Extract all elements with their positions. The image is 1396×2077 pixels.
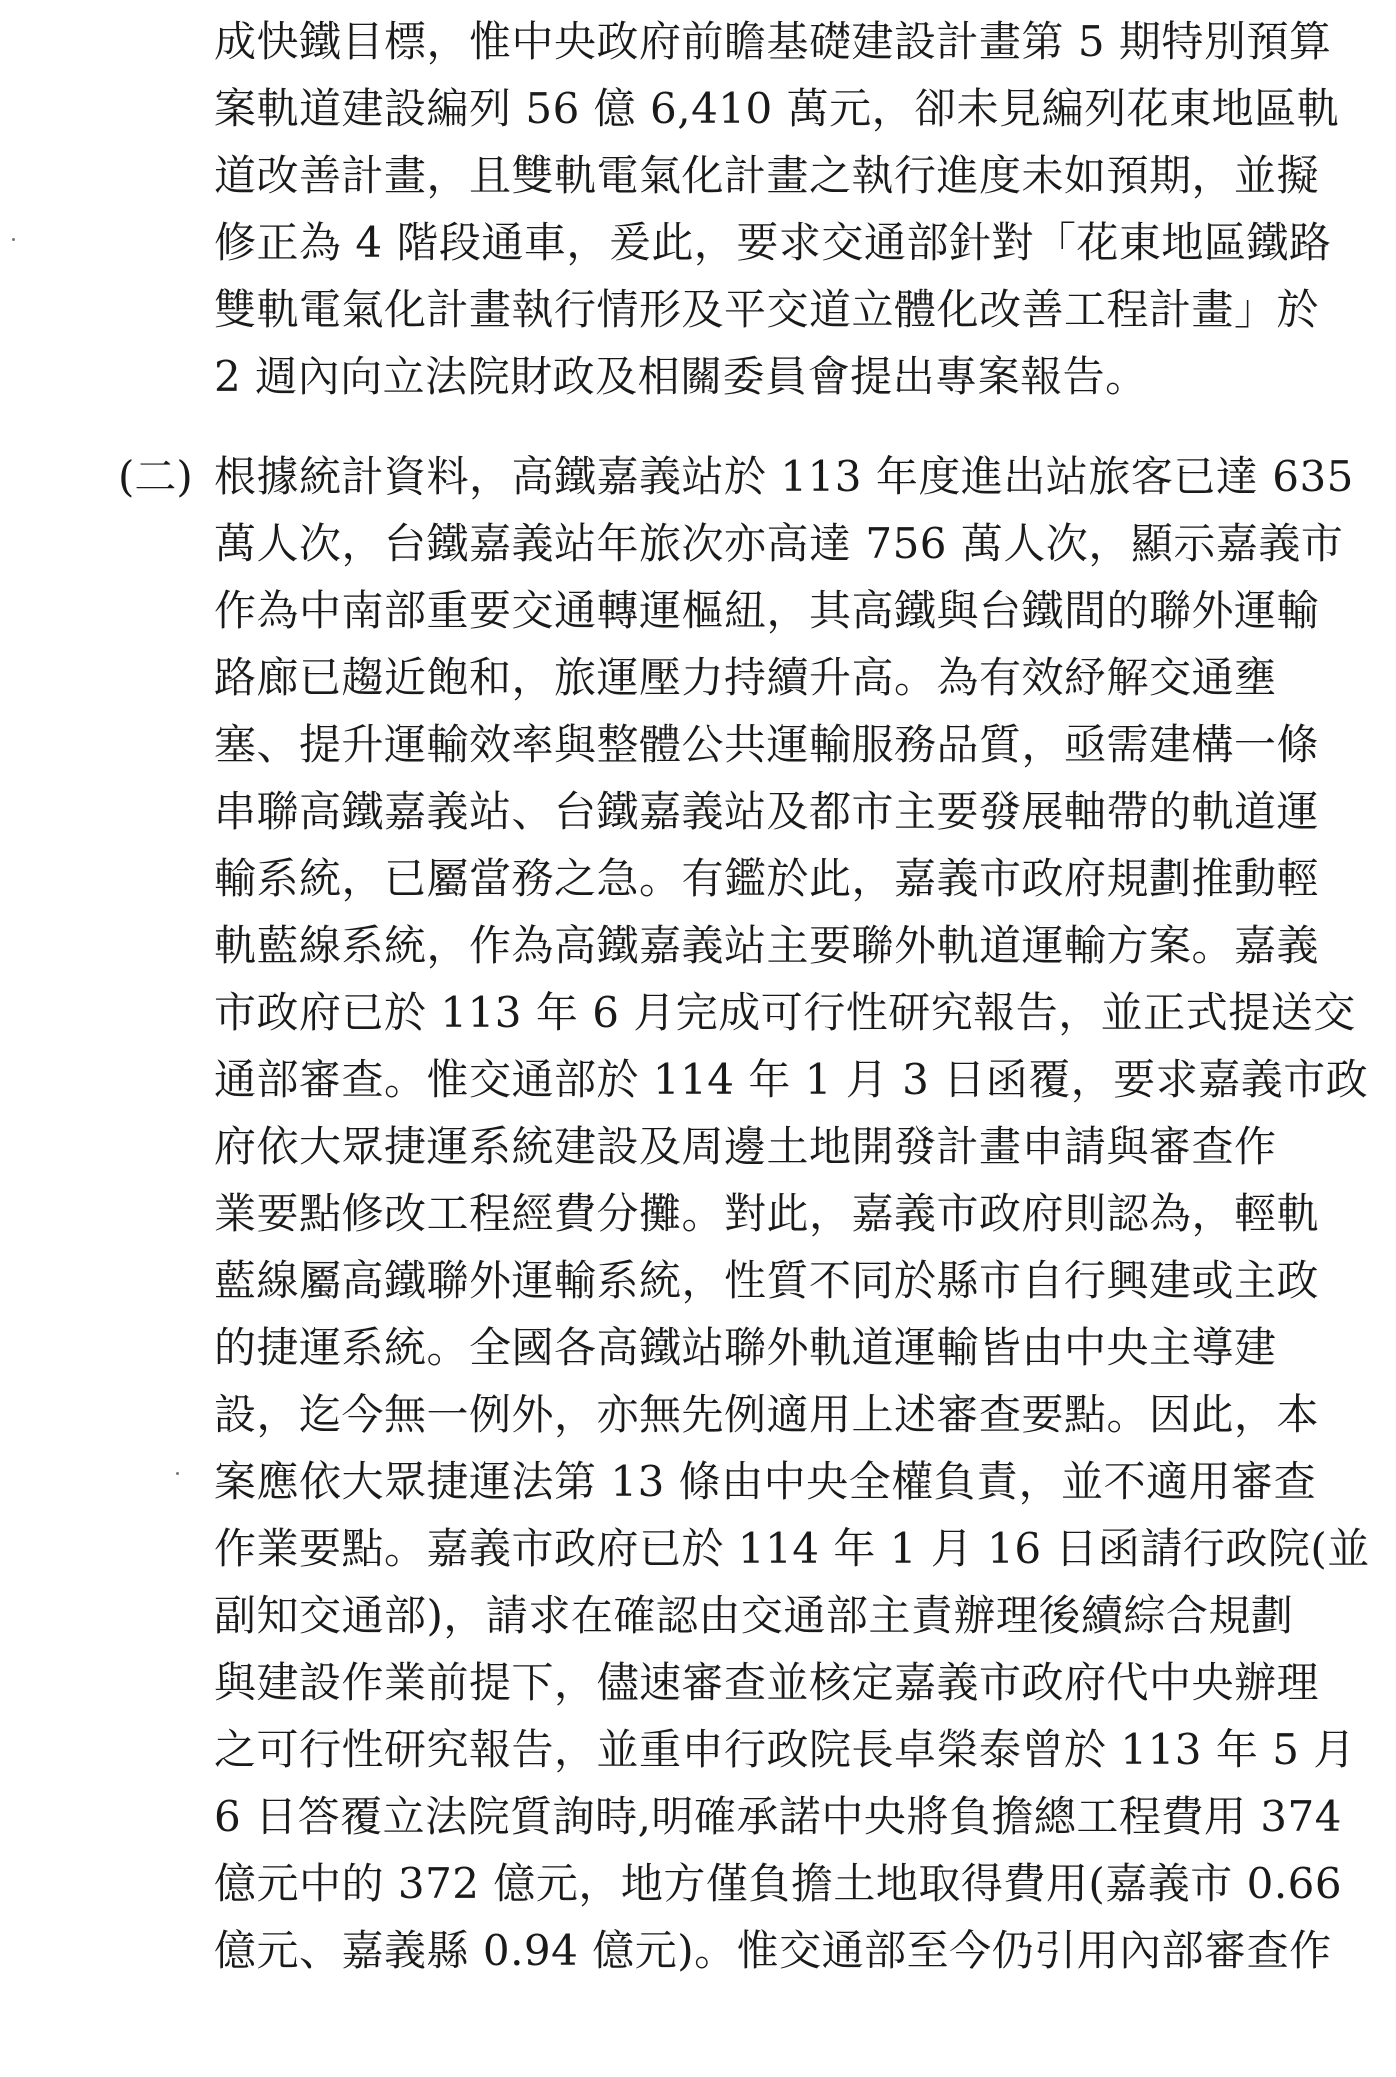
scan-speck bbox=[176, 1472, 179, 1475]
text-line: 之可行性研究報告，並重申行政院長卓榮泰曾於 113 年 5 月 bbox=[214, 1725, 1356, 1774]
text-line: 作為中南部重要交通轉運樞紐，其高鐵與台鐵間的聯外運輸 bbox=[214, 586, 1320, 635]
text-line: 修正為 4 階段通車，爰此，要求交通部針對「花東地區鐵路 bbox=[214, 218, 1332, 267]
text-line: 通部審查。惟交通部於 114 年 1 月 3 日函覆，要求嘉義市政 bbox=[214, 1055, 1369, 1104]
text-line: 串聯高鐵嘉義站、台鐵嘉義站及都市主要發展軸帶的軌道運 bbox=[214, 787, 1320, 836]
text-line: 塞、提升運輸效率與整體公共運輸服務品質，亟需建構一條 bbox=[214, 720, 1320, 769]
text-line: 億元、嘉義縣 0.94 億元)。惟交通部至今仍引用內部審查作 bbox=[214, 1926, 1332, 1975]
text-line: 與建設作業前提下，儘速審查並核定嘉義市政府代中央辦理 bbox=[214, 1658, 1320, 1707]
text-line: 軌藍線系統，作為高鐵嘉義站主要聯外軌道運輸方案。嘉義 bbox=[214, 921, 1320, 970]
text-line: 萬人次，台鐵嘉義站年旅次亦高達 756 萬人次，顯示嘉義市 bbox=[214, 519, 1344, 568]
text-line: 2 週內向立法院財政及相關委員會提出專案報告。 bbox=[214, 352, 1148, 401]
text-line: 雙軌電氣化計畫執行情形及平交道立體化改善工程計畫」於 bbox=[214, 285, 1320, 334]
text-line: 市政府已於 113 年 6 月完成可行性研究報告，並正式提送交 bbox=[214, 988, 1356, 1037]
text-line: 府依大眾捷運系統建設及周邊土地開發計畫申請與審查作 bbox=[214, 1122, 1277, 1171]
text-line: 道改善計畫，且雙軌電氣化計畫之執行進度未如預期，並擬 bbox=[214, 151, 1320, 200]
text-line: 藍線屬高鐵聯外運輸系統，性質不同於縣市自行興建或主政 bbox=[214, 1256, 1320, 1305]
text-line: 的捷運系統。全國各高鐵站聯外軌道運輸皆由中央主導建 bbox=[214, 1323, 1277, 1372]
text-line: 作業要點。嘉義市政府已於 114 年 1 月 16 日函請行政院(並 bbox=[214, 1524, 1370, 1573]
section-number: (二) bbox=[118, 452, 193, 501]
text-line: 案應依大眾捷運法第 13 條由中央全權負責，並不適用審查 bbox=[214, 1457, 1317, 1506]
text-line: 案軌道建設編列 56 億 6,410 萬元，卻未見編列花東地區軌 bbox=[214, 84, 1340, 133]
scan-speck bbox=[12, 238, 15, 241]
text-line: 根據統計資料，高鐵嘉義站於 113 年度進出站旅客已達 635 bbox=[214, 452, 1354, 501]
text-line: 業要點修改工程經費分攤。對此，嘉義市政府則認為，輕軌 bbox=[214, 1189, 1320, 1238]
text-line: 設，迄今無一例外，亦無先例適用上述審查要點。因此，本 bbox=[214, 1390, 1320, 1439]
text-line: 成快鐵目標，惟中央政府前瞻基礎建設計畫第 5 期特別預算 bbox=[214, 17, 1332, 66]
text-line: 路廊已趨近飽和，旅運壓力持續升高。為有效紓解交通壅 bbox=[214, 653, 1277, 702]
text-line: 輸系統，已屬當務之急。有鑑於此，嘉義市政府規劃推動輕 bbox=[214, 854, 1320, 903]
text-line: 6 日答覆立法院質詢時,明確承諾中央將負擔總工程費用 374 bbox=[214, 1792, 1342, 1841]
text-line: 億元中的 372 億元，地方僅負擔土地取得費用(嘉義市 0.66 bbox=[214, 1859, 1343, 1908]
text-line: 副知交通部)，請求在確認由交通部主責辦理後續綜合規劃 bbox=[214, 1591, 1294, 1640]
